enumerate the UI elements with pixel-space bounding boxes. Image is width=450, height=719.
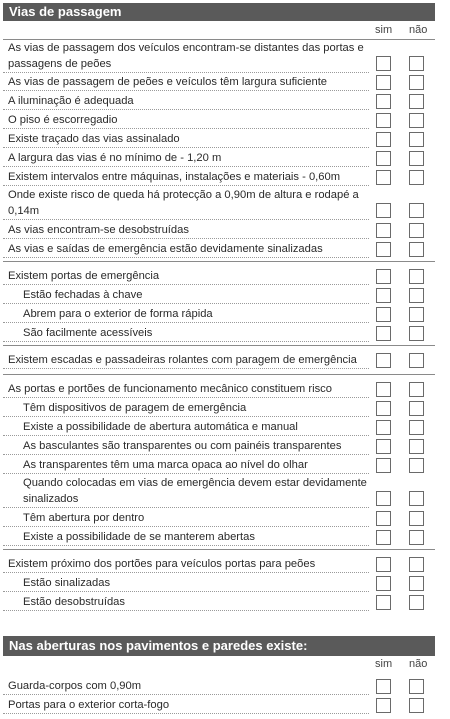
- checkbox-sim[interactable]: [376, 679, 391, 694]
- checklist-item-label: Portas para o exterior corta-fogo: [3, 696, 369, 714]
- checkbox-nao[interactable]: [409, 223, 424, 238]
- checklist-item-label: As vias encontram-se desobstruídas: [3, 221, 369, 239]
- checklist-item-label: Estão sinalizadas: [3, 574, 369, 592]
- section-header-vias-de-passagem: Vias de passagem: [3, 3, 435, 21]
- checkbox-sim[interactable]: [376, 132, 391, 147]
- checkbox-sim[interactable]: [376, 56, 391, 71]
- checkbox-sim[interactable]: [376, 223, 391, 238]
- checklist-item-label: As portas e portões de funcionamento mecânico constituem risco: [3, 380, 369, 398]
- checklist-item-label: Têm dispositivos de paragem de emergência: [3, 399, 369, 417]
- section-divider: [3, 374, 435, 375]
- checkbox-sim[interactable]: [376, 170, 391, 185]
- checkbox-sim[interactable]: [376, 151, 391, 166]
- checklist-item-label: Existe a possibilidade de se manterem abertas: [3, 528, 369, 546]
- checklist-item-label: Quando colocadas em vias de emergência devem estar devidamente sinalizados: [3, 475, 369, 508]
- checklist-item-label: As transparentes têm uma marca opaca ao nível do olhar: [3, 456, 369, 474]
- checkbox-sim[interactable]: [376, 576, 391, 591]
- checkbox-nao[interactable]: [409, 595, 424, 610]
- checkbox-sim[interactable]: [376, 557, 391, 572]
- checkbox-sim[interactable]: [376, 420, 391, 435]
- column-header-nao: não: [409, 24, 428, 36]
- checkbox-sim[interactable]: [376, 94, 391, 109]
- checklist-item-label: A largura das vias é no mínimo de - 1,20 m: [3, 149, 369, 167]
- checkbox-sim[interactable]: [376, 511, 391, 526]
- column-header-sim: sim: [375, 24, 393, 36]
- checkbox-sim[interactable]: [376, 307, 391, 322]
- checkbox-sim[interactable]: [376, 326, 391, 341]
- checkbox-sim[interactable]: [376, 353, 391, 368]
- checkbox-sim[interactable]: [376, 288, 391, 303]
- checklist-item-label: Existem portas de emergência: [3, 267, 369, 285]
- checklist-item-label: As vias e saídas de emergência estão devidamente sinalizadas: [3, 240, 369, 258]
- checklist-item-label: As vias de passagem de peões e veículos têm largura suficiente: [3, 73, 369, 91]
- checkbox-nao[interactable]: [409, 382, 424, 397]
- section-divider: [3, 549, 435, 550]
- checkbox-sim[interactable]: [376, 269, 391, 284]
- checkbox-sim[interactable]: [376, 113, 391, 128]
- checkbox-nao[interactable]: [409, 75, 424, 90]
- checkbox-nao[interactable]: [409, 242, 424, 257]
- checkbox-nao[interactable]: [409, 288, 424, 303]
- checkbox-nao[interactable]: [409, 491, 424, 506]
- column-header-sim: sim: [375, 658, 393, 670]
- section-divider: [3, 345, 435, 346]
- section-divider: [3, 261, 435, 262]
- checkbox-nao[interactable]: [409, 576, 424, 591]
- checklist-item-label: As basculantes são transparentes ou com painéis transparentes: [3, 437, 369, 455]
- checklist-item-label: Existe a possibilidade de abertura automática e manual: [3, 418, 369, 436]
- checkbox-nao[interactable]: [409, 458, 424, 473]
- checklist-item-label: Estão fechadas à chave: [3, 286, 369, 304]
- checkbox-sim[interactable]: [376, 439, 391, 454]
- checkbox-nao[interactable]: [409, 679, 424, 694]
- checkbox-nao[interactable]: [409, 132, 424, 147]
- checkbox-sim[interactable]: [376, 401, 391, 416]
- checklist-item-label: Onde existe risco de queda há protecção a 0,90m de altura e rodapé a 0,14m: [3, 187, 369, 220]
- checkbox-sim[interactable]: [376, 203, 391, 218]
- checkbox-nao[interactable]: [409, 151, 424, 166]
- checklist-item-label: São facilmente acessíveis: [3, 324, 369, 342]
- checkbox-nao[interactable]: [409, 170, 424, 185]
- checkbox-sim[interactable]: [376, 491, 391, 506]
- checkbox-nao[interactable]: [409, 698, 424, 713]
- checkbox-nao[interactable]: [409, 353, 424, 368]
- checklist-item-label: Existem intervalos entre máquinas, instalações e materiais - 0,60m: [3, 168, 369, 186]
- checkbox-sim[interactable]: [376, 530, 391, 545]
- checklist-item-label: O piso é escorregadio: [3, 111, 369, 129]
- checkbox-nao[interactable]: [409, 94, 424, 109]
- checklist-item-label: Existem próximo dos portões para veículos portas para peões: [3, 555, 369, 573]
- checkbox-sim[interactable]: [376, 75, 391, 90]
- checkbox-nao[interactable]: [409, 307, 424, 322]
- checkbox-sim[interactable]: [376, 595, 391, 610]
- section-header-aberturas: Nas aberturas nos pavimentos e paredes existe:: [3, 636, 435, 656]
- checkbox-nao[interactable]: [409, 439, 424, 454]
- checklist-item-label: Têm abertura por dentro: [3, 509, 369, 527]
- checklist-item-label: Abrem para o exterior de forma rápida: [3, 305, 369, 323]
- checkbox-nao[interactable]: [409, 56, 424, 71]
- checkbox-nao[interactable]: [409, 401, 424, 416]
- checkbox-nao[interactable]: [409, 203, 424, 218]
- checklist-item-label: Guarda-corpos com 0,90m: [3, 677, 369, 695]
- checklist-item-label: Estão desobstruídas: [3, 593, 369, 611]
- checkbox-sim[interactable]: [376, 458, 391, 473]
- checkbox-nao[interactable]: [409, 530, 424, 545]
- checkbox-sim[interactable]: [376, 242, 391, 257]
- checklist-item-label: Existem escadas e passadeiras rolantes com paragem de emergência: [3, 351, 369, 369]
- checkbox-nao[interactable]: [409, 511, 424, 526]
- checkbox-nao[interactable]: [409, 557, 424, 572]
- checklist-item-label: A iluminação é adequada: [3, 92, 369, 110]
- checklist-item-label: Existe traçado das vias assinalado: [3, 130, 369, 148]
- checkbox-nao[interactable]: [409, 113, 424, 128]
- checkbox-sim[interactable]: [376, 382, 391, 397]
- checkbox-nao[interactable]: [409, 420, 424, 435]
- checkbox-nao[interactable]: [409, 326, 424, 341]
- column-header-nao: não: [409, 658, 428, 670]
- checklist-item-label: As vias de passagem dos veículos encontram-se distantes das portas e passagens de peões: [3, 40, 369, 73]
- checkbox-sim[interactable]: [376, 698, 391, 713]
- checkbox-nao[interactable]: [409, 269, 424, 284]
